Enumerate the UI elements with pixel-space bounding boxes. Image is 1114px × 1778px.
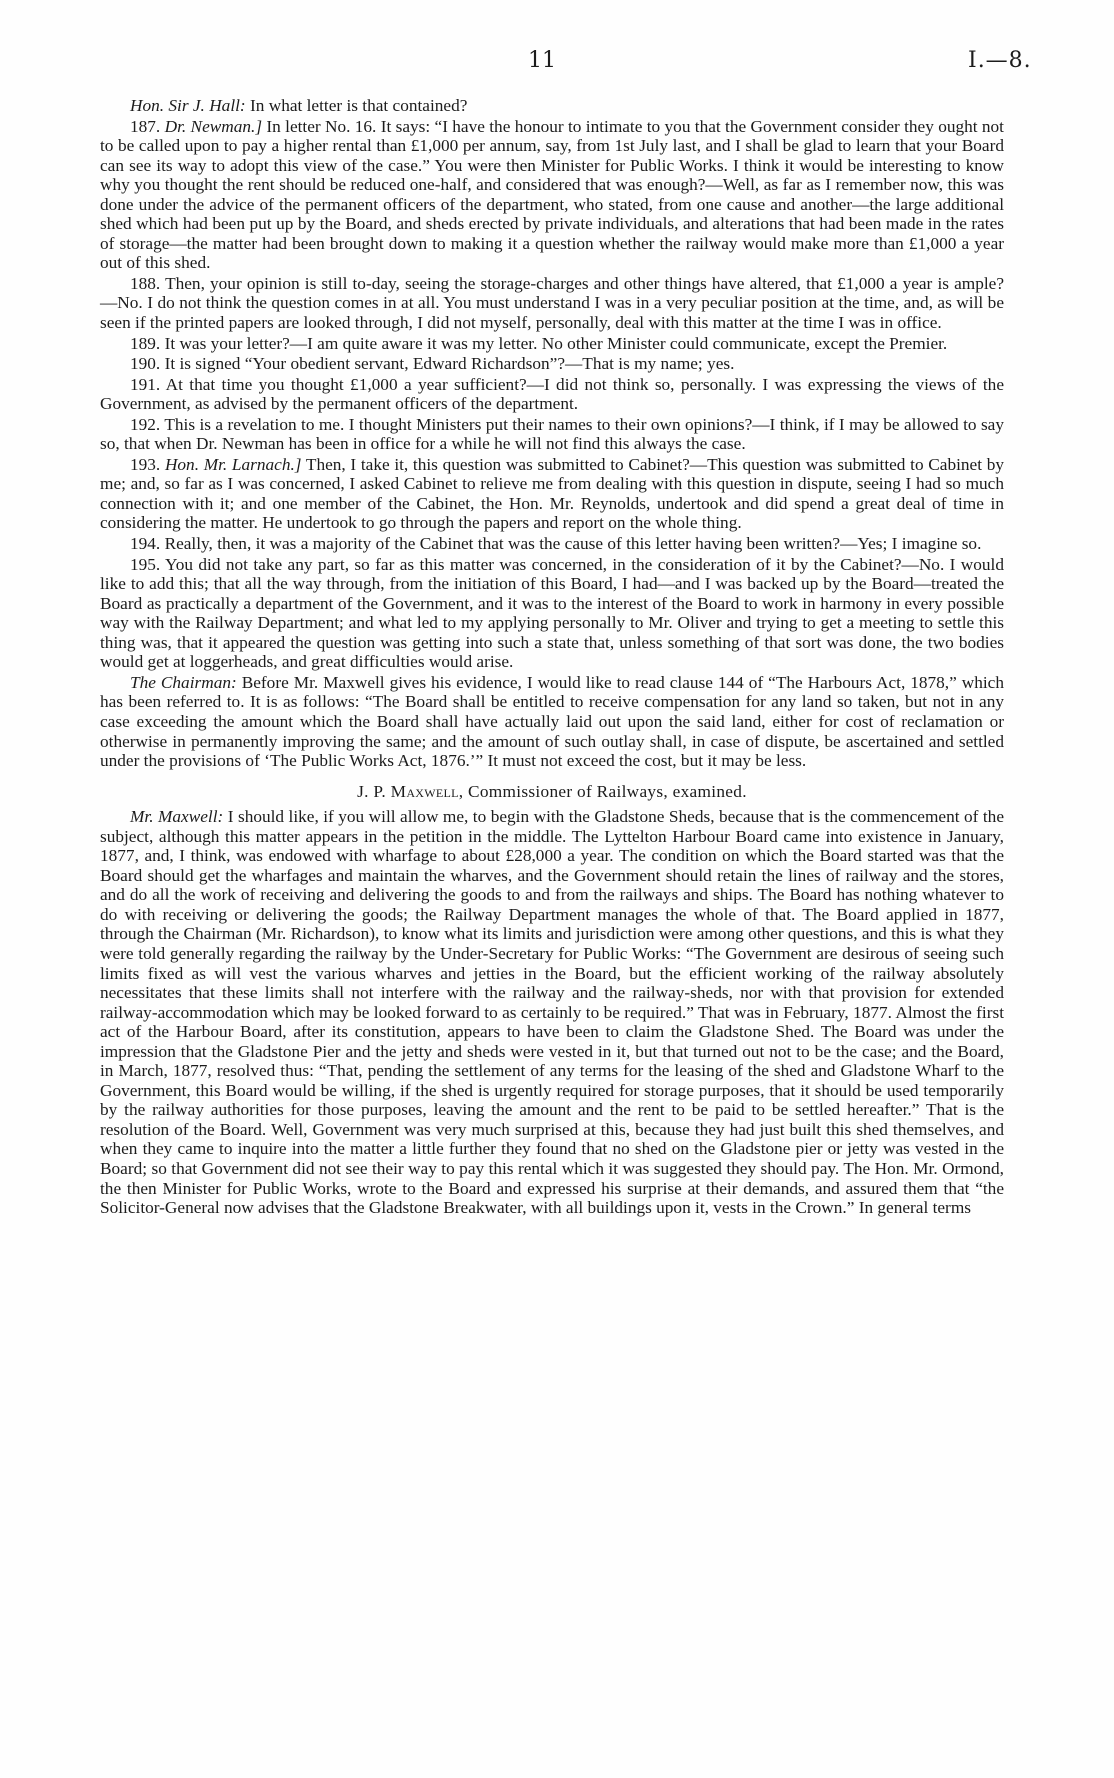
paragraph-text: This is a revelation to me. I thought Ministers put their names to their own opinions?—I think, if I may be allowed to say so, that when Dr. Newman has been in office for a while he will not find this always the case.	[100, 414, 1004, 454]
paragraph-191	[100, 375, 1004, 414]
paragraph-chairman	[100, 673, 1004, 771]
paragraph-text: It was your letter?—I am quite aware it was my letter. No other Minister could communicate, except the Premier.	[160, 333, 948, 353]
paragraph-194	[100, 534, 1004, 554]
paragraph-193	[100, 455, 1004, 533]
question-number: 195.	[130, 554, 161, 574]
speaker: Mr. Maxwell:	[130, 807, 224, 827]
paragraph-text: In what letter is that contained?	[245, 96, 468, 115]
paragraph-maxwell	[100, 807, 1004, 1217]
speaker: The Chairman:	[130, 672, 237, 692]
paragraph-187	[100, 117, 1004, 273]
paragraph-text: In letter No. 16. It says: “I have the honour to intimate to you that the Government consider they ought not to be called upon to pay a higher rental than £1,000 per annum, say, from 1st July last, and I shall be glad to learn that your Board can see its way to adopt this view of the case.” You were then Minister for Public Works. I think it would be interesting to know why you thought the rent should be reduced one-half, and considered that was enough?—Well, as far as I remember now, this was done under the advice of the permanent officers of the department, who stated, from one cause and another—the large additional shed which had been put up by the Board, and sheds erected by private individuals, and alterations that had been made in the rates of storage—the matter had been brought down to making it a question whether the railway would make more than £1,000 a year out of this shed.	[100, 116, 1004, 273]
question-number: 188.	[130, 273, 161, 293]
paragraph-190	[100, 354, 1004, 374]
witness-role: Commissioner of Railways, examined.	[463, 781, 747, 801]
paragraph-text: It is signed “Your obedient servant, Edward Richardson”?—That is my name; yes.	[160, 354, 735, 374]
question-number: 192.	[130, 414, 161, 434]
question-number: 194.	[130, 534, 161, 554]
paragraph-text: Really, then, it was a majority of the Cabinet that was the cause of this letter having been written?—Yes; I imagine so.	[160, 534, 982, 554]
paragraph-189	[100, 334, 1004, 354]
paragraph-text: You did not take any part, so far as this matter was concerned, in the consideration of it by the Cabinet?—No. I would like to add this; that all the way through, from the initiation of this Board, I had—and I was backed up by the Board—treated the Board as practically a department of the Government, and it was to the interest of the Board to work in harmony in every possible way with the Railway Department; and what led to my applying personally to Mr. Oliver and trying to get a meeting to settle this thing was, that it appeared the question was getting into such a state that, unless something of that sort was done, the two bodies would get at loggerheads, and great difficulties would arise.	[100, 554, 1004, 672]
paragraph-text: Then, I take it, this question was submitted to Cabinet?—This question was submitted to Cabinet by me; and, so far as I was concerned, I asked Cabinet to relieve me from dealing with this question in dispute, seeing I had so much connection with it; and one member of the Cabinet, the Hon. Mr. Reynolds, undertook and did spend a great deal of time in considering the matter. He undertook to go through the papers and report on the whole thing.	[100, 454, 1004, 533]
page-header	[0, 48, 1114, 78]
question-number: 187.	[130, 116, 161, 136]
paragraph-text: I should like, if you will allow me, to begin with the Gladstone Sheds, because that is the commencement of the subject, although this matter appears in the petition in the middle. The Lyttelton Harbour Board came into existence in January, 1877, and, I think, was endowed with wharfage to about £28,000 a year. The condition on which the Board started was that the Board should get the wharfages and maintain the wharves, and the Government should retain the lines of railway and the stores, and do all the work of receiving and delivering the goods to and from the railways and ships. The Board has nothing whatever to do with receiving or delivering the goods; the Railway Department manages the whole of that. The Board applied in 1877, through the Chairman (Mr. Richardson), to know what its limits and jurisdiction were among other questions, and this is what they were told generally regarding the railway by the Under-Secretary for Public Works: “The Government are desirous of seeing such limits fixed as will vest the various wharves and jetties in the Board, but the efficient working of the railway absolutely necessitates that these limits shall not interfere with the railway and the railway-sheds, nor with that provision for extended railway-accommodation which may be looked forward to as certainly to be required.” That was in February, 1877. Almost the first act of the Harbour Board, after its constitution, appears to have been to claim the Gladstone Shed. The Board was under the impression that the Gladstone Pier and the jetty and sheds were vested in it, but that turned out not to be the case; and the Board, in March, 1877, resolved thus: “That, pending the settlement of any terms for the leasing of the shed and Gladstone Wharf to the Government, this Board would be willing, if the shed is urgently required for storage purposes, that it should be used temporarily by the railway authorities for those purposes, leaving the amount and the rent to be paid to be settled hereafter.” That is the resolution of the Board. Well, Government was very much surprised at this, because they had just built this shed themselves, and when they came to inquire into the matter a little further they found that no shed on the Gladstone pier or jetty was vested in the Board; so that Government did not see their way to pay this rental which it was suggested they should pay. The Hon. Mr. Ormond, the then Minister for Public Works, wrote to the Board and expressed his surprise at their demands, and assured them that “the Solicitor-General now advises that the Gladstone Breakwater, with all buildings upon it, vests in the Crown.” In general terms	[100, 807, 1004, 1218]
speaker: Dr. Newman.]	[164, 116, 263, 136]
witness-heading	[100, 782, 1004, 802]
witness-name: J. P. Maxwell,	[357, 781, 464, 801]
speaker: Hon. Mr. Larnach.]	[164, 454, 302, 474]
document-reference: I.—8.	[968, 48, 1032, 73]
paragraph-195	[100, 555, 1004, 672]
question-number: 191.	[130, 374, 161, 394]
question-number: 189.	[130, 333, 161, 353]
page-number: 11	[528, 48, 556, 73]
question-number: 193.	[130, 454, 161, 474]
paragraph-text: At that time you thought £1,000 a year sufficient?—I did not think so, personally. I was expressing the views of the Government, as advised by the permanent officers of the department.	[100, 374, 1004, 414]
paragraph-192	[100, 415, 1004, 454]
paragraph-question	[100, 96, 1004, 116]
body-text	[100, 96, 1004, 1218]
paragraph-text: Then, your opinion is still to-day, seeing the storage-charges and other things have altered, that £1,000 a year is ample?—No. I do not think the question comes in at all. You must understand I was in a very peculiar position at the time, and, as will be seen if the printed papers are looked through, I did not myself, personally, deal with this matter at the time I was in office.	[100, 273, 1004, 333]
paragraph-text: Before Mr. Maxwell gives his evidence, I would like to read clause 144 of “The Harbours Act, 1878,” which has been referred to. It is as follows: “The Board shall be entitled to receive compensation for any land so taken, but not in any case exceeding the amount which the Board shall have actually laid out upon the said land, either for cost of reclamation or otherwise in permanently improving the same; and the amount of such outlay shall, in case of dispute, be ascertained and settled under the provisions of ‘The Public Works Act, 1876.’” It must not exceed the cost, but it may be less.	[100, 672, 1004, 771]
question-number: 190.	[130, 354, 161, 374]
paragraph-188	[100, 274, 1004, 333]
speaker: Hon. Sir J. Hall:	[130, 96, 246, 115]
